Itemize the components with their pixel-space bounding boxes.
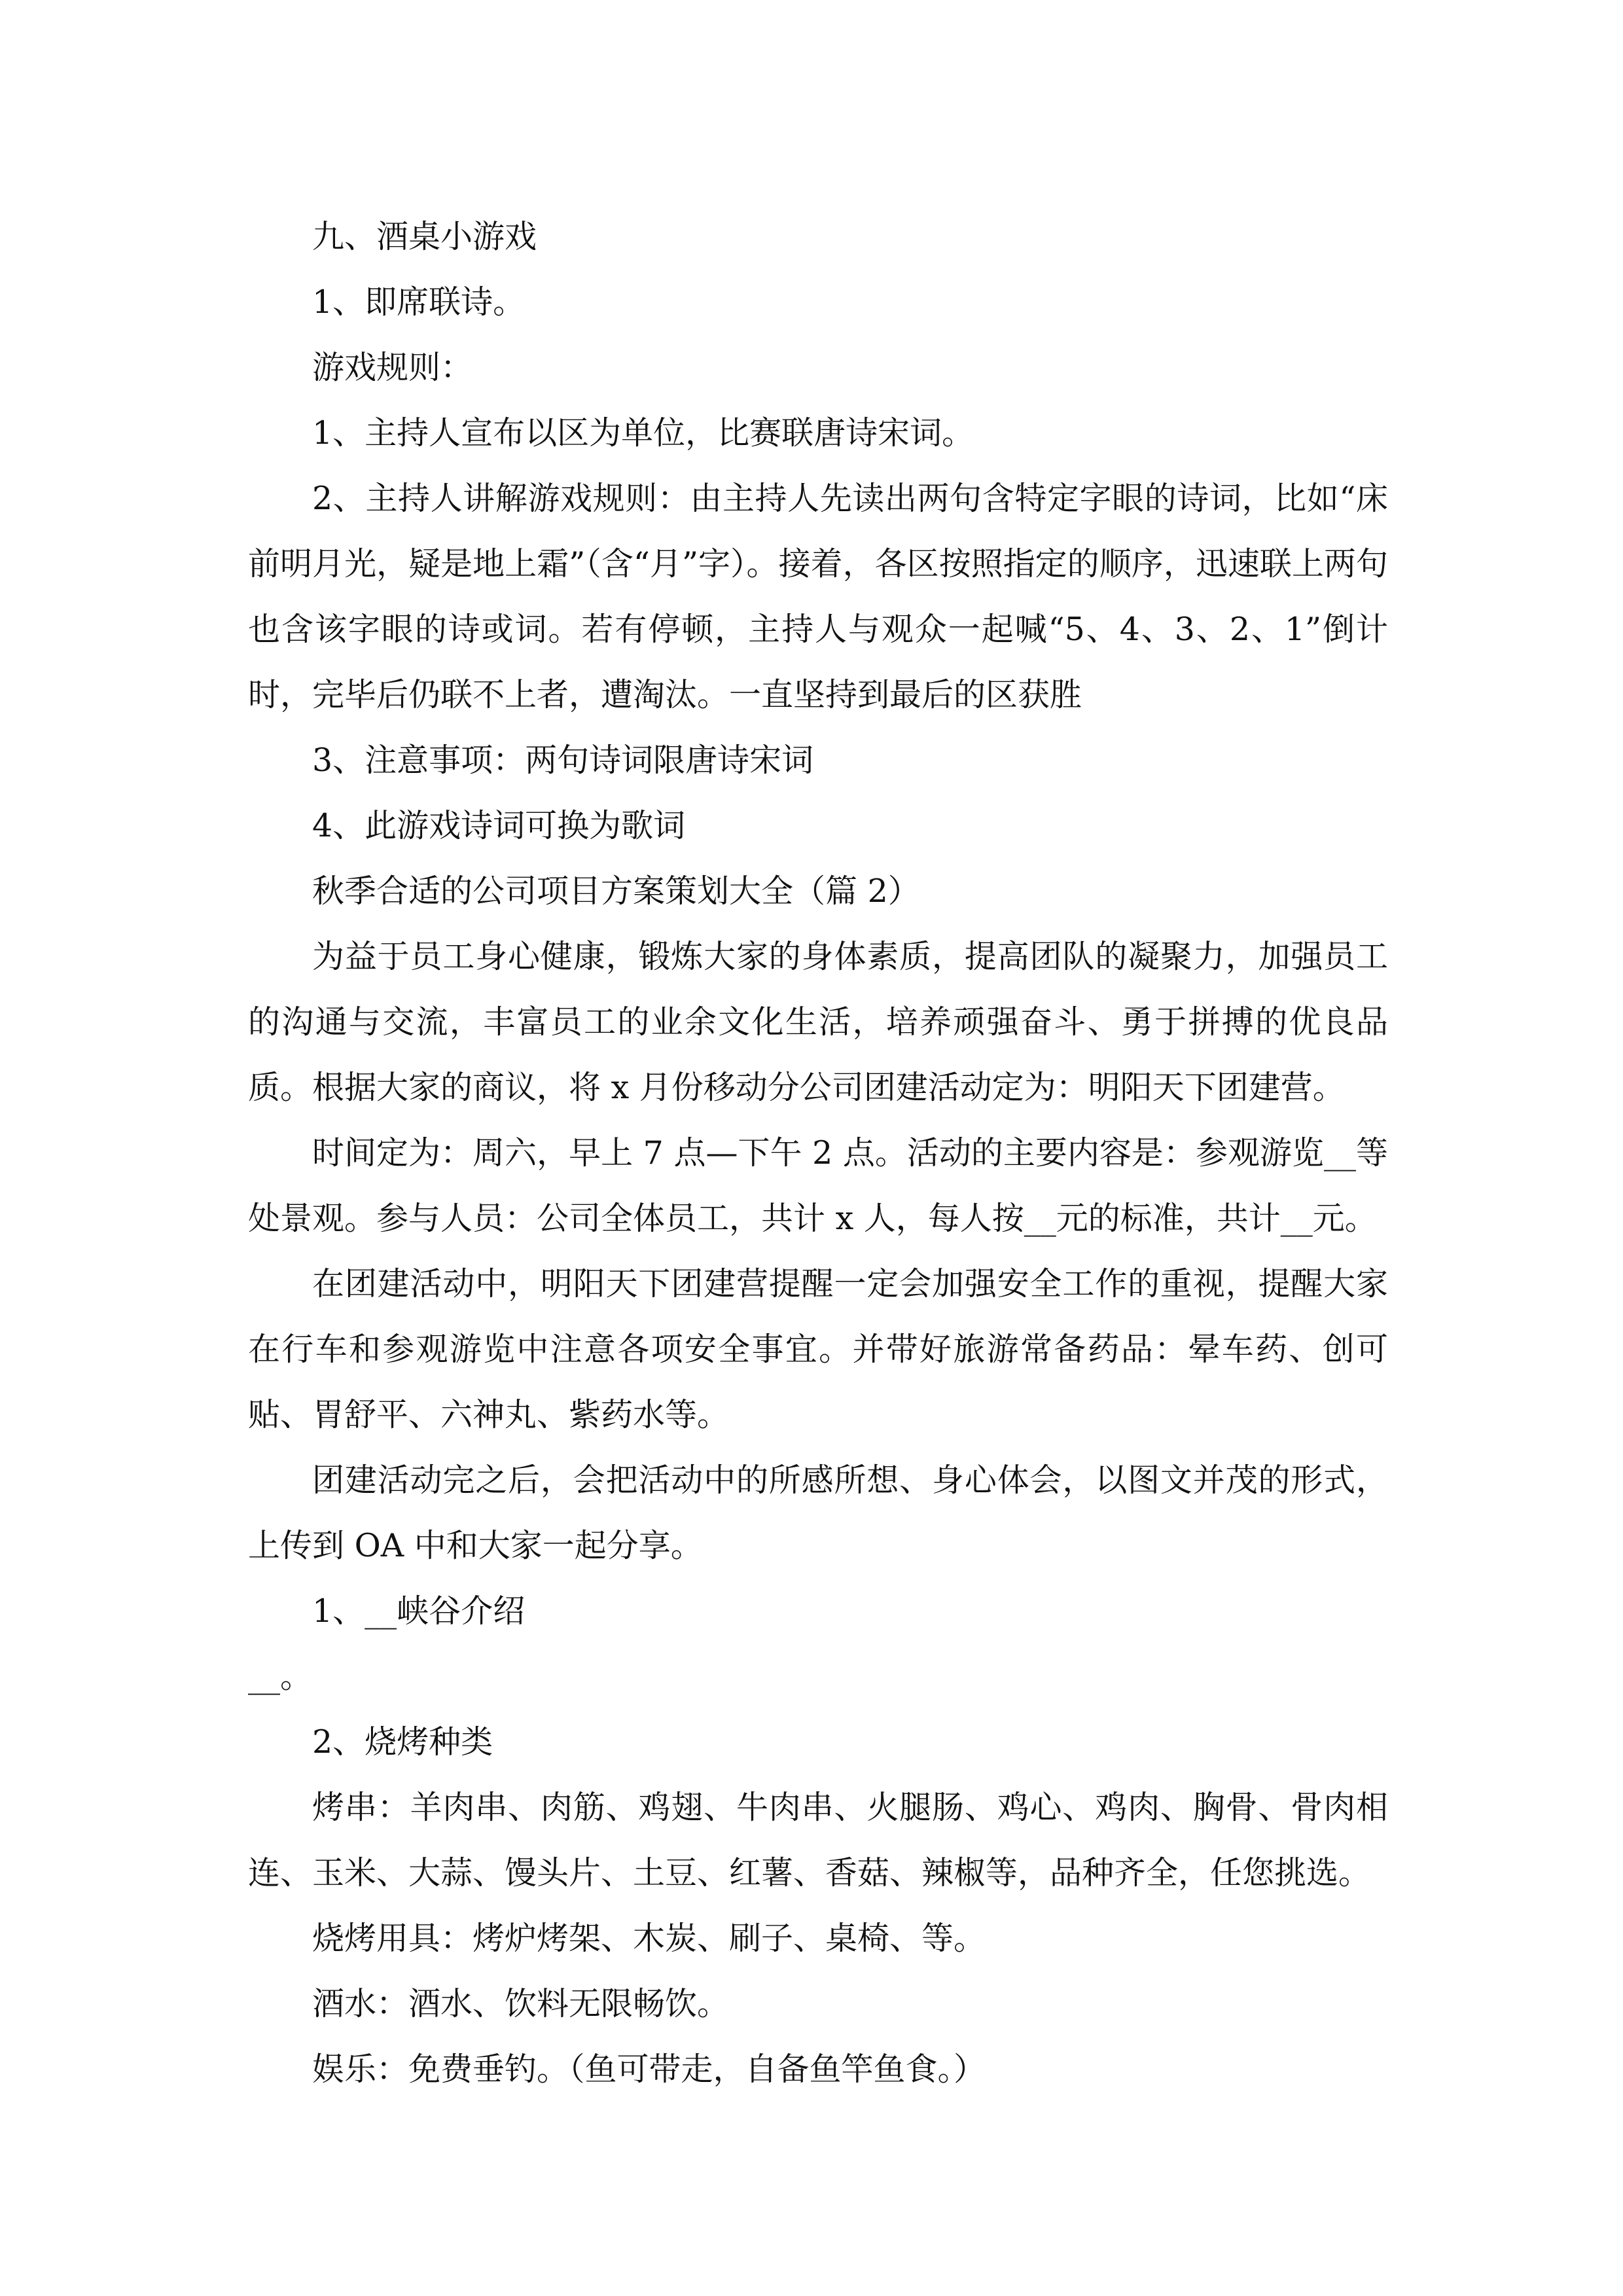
paragraph-skewers: 烤串：羊肉串、肉筋、鸡翅、牛肉串、火腿肠、鸡心、鸡肉、胸骨、骨肉相连、玉米、大蒜、馒头片、土豆、红薯、香菇、辣椒等，品种齐全，任您挑选。 bbox=[248, 1789, 1388, 1892]
paragraph-drinks: 酒水：酒水、饮料无限畅饮。 bbox=[312, 1985, 730, 2022]
section-title-part-2: 秋季合适的公司项目方案策划大全（篇 2） bbox=[312, 872, 920, 910]
heading-drinking-games: 九、酒桌小游戏 bbox=[312, 218, 537, 255]
item-impromptu-poetry: 1、即席联诗。 bbox=[312, 283, 526, 321]
document-body bbox=[248, 204, 1388, 2102]
rule-1: 1、主持人宣布以区为单位，比赛联唐诗宋词。 bbox=[312, 414, 974, 452]
paragraph-safety: 在团建活动中，明阳天下团建营提醒一定会加强安全工作的重视，提醒大家在行车和参观游览中注意各项安全事宜。并带好旅游常备药品：晕车药、创可贴、胃舒平、六神丸、紫药水等。 bbox=[248, 1265, 1388, 1433]
paragraph-bbq-tools: 烧烤用具：烤炉烤架、木炭、刷子、桌椅、等。 bbox=[312, 1920, 986, 1957]
paragraph-sharing: 团建活动完之后，会把活动中的所感所想、身心体会，以图文并茂的形式，上传到 OA 中和大家一起分享。 bbox=[248, 1462, 1388, 1564]
item-canyon-intro: 1、__峡谷介绍 bbox=[312, 1592, 526, 1630]
rule-4: 4、此游戏诗词可换为歌词 bbox=[312, 807, 686, 844]
rule-2: 2、主持人讲解游戏规则：由主持人先读出两句含特定字眼的诗词，比如“床前明月光，疑是地上霜”（含“月”字）。接着，各区按照指定的顺序，迅速联上两句也含该字眼的诗或词。若有停顿，主持人与观众一起喊“5、4、3、2、1”倒计时，完毕后仍联不上者，遭淘汰。一直坚持到最后的区获胜 bbox=[248, 480, 1388, 713]
rule-3: 3、注意事项：两句诗词限唐诗宋词 bbox=[312, 742, 814, 779]
paragraph-entertainment: 娱乐：免费垂钓。（鱼可带走，自备鱼竿鱼食。） bbox=[312, 2051, 986, 2088]
paragraph-purpose: 为益于员工身心健康，锻炼大家的身体素质，提高团队的凝聚力，加强员工的沟通与交流，丰富员工的业余文化生活，培养顽强奋斗、勇于拼搏的优良品质。根据大家的商议，将 x 月份移动分公司团建活动定为：明阳天下团建营。 bbox=[248, 938, 1388, 1106]
canyon-intro-blank: __。 bbox=[248, 1658, 313, 1695]
item-bbq-types: 2、烧烤种类 bbox=[312, 1723, 493, 1761]
game-rules-label: 游戏规则： bbox=[312, 349, 473, 386]
paragraph-schedule: 时间定为：周六，早上 7 点—下午 2 点。活动的主要内容是：参观游览__等处景观。参与人员：公司全体员工，共计 x 人，每人按__元的标准，共计__元。 bbox=[248, 1134, 1388, 1237]
